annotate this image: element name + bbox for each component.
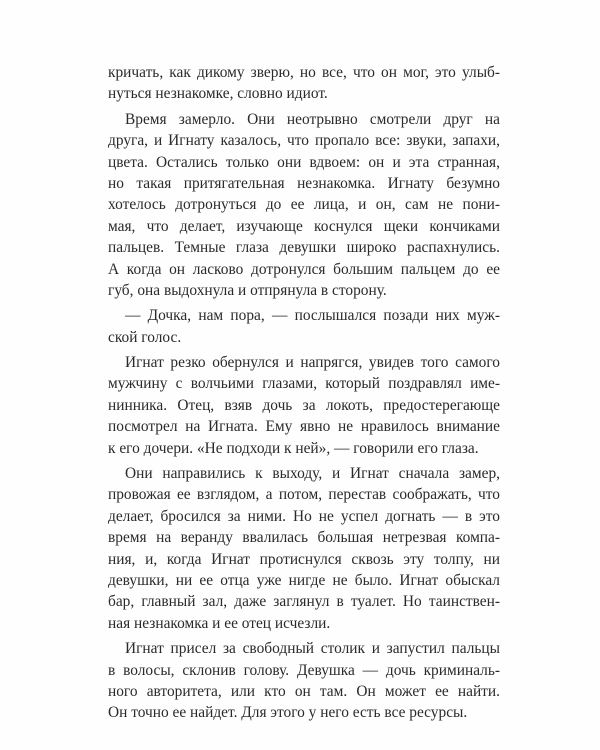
text-line: губ, она выдохнула и отпрянула в сторону. (108, 281, 387, 299)
text-line: нинника. Отец, взяв дочь за локоть, предостерегающе (108, 396, 500, 414)
text-line: Они направились к выходу, и Игнат сначала замер, (125, 465, 500, 483)
text-line: А когда он ласково дотронулся большим пальцем до ее (108, 260, 500, 278)
paragraph (108, 352, 500, 459)
paragraph (108, 463, 500, 634)
text-line: провожая ее взглядом, а потом, перестав соображать, что (108, 486, 500, 504)
paragraph (108, 305, 500, 348)
text-line: кричать, как дикому зверю, но все, что он мог, это улыб- (108, 64, 500, 81)
text-line: ная незнакомка и ее отец исчезли. (108, 614, 331, 632)
text-line: цвета. Остались только они вдвоем: он и эта странная, (108, 153, 500, 171)
text-line: бар, главный зал, даже заглянул в туалет. Но таинствен- (108, 593, 500, 611)
text-line: пальцев. Темные глаза девушки широко распахнулись. (108, 239, 500, 257)
text-line: ния, и, когда Игнат протиснулся сквозь эту толпу, ни (108, 550, 500, 568)
text-line: делает, бросился за ними. Но не успел догнать — в это (108, 507, 500, 525)
text-line: Время замерло. Они неотрывно смотрели друг на (125, 110, 500, 128)
text-line: посмотрел на Игната. Ему явно не нравилось внимание (108, 418, 500, 436)
text-line: ской голос. (108, 328, 182, 346)
body-text (108, 62, 500, 728)
text-line: мая, что делает, изучающе коснулся щеки кончиками (108, 217, 500, 235)
paragraph (108, 638, 500, 724)
text-line: хотелось дотронуться до ее лица, и он, сам не пони- (108, 196, 500, 214)
text-line: Игнат присел за свободный столик и запустил пальцы (125, 640, 500, 658)
text-line: мужчину с волчьими глазами, который поздравлял име- (108, 375, 500, 393)
text-line: но такая притягательная незнакомка. Игнату безумно (108, 174, 500, 192)
paragraph (108, 109, 500, 302)
text-line: время на веранду ввалилась большая нетрезвая компа- (108, 529, 500, 547)
text-line: ного авторитета, или кто он там. Он может ее найти. (108, 682, 500, 700)
text-line: в волосы, склонив голову. Девушка — дочь криминаль- (108, 661, 500, 679)
text-line: к его дочери. «Не подходи к ней», — говорили его глаза. (108, 439, 479, 457)
text-line: — Дочка, нам пора, — послышался позади них муж- (125, 307, 500, 325)
text-line: Он точно ее найдет. Для этого у него есть все ресурсы. (108, 704, 468, 722)
text-line: нуться незнакомке, словно идиот. (108, 85, 328, 103)
paragraph (108, 62, 500, 105)
text-line: девушки, ни ее отца уже нигде не было. Игнат обыскал (108, 571, 500, 589)
text-line: Игнат резко обернулся и напрягся, увидев того самого (125, 354, 500, 372)
text-line: друга, и Игнату казалось, что пропало все: звуки, запахи, (108, 132, 500, 150)
